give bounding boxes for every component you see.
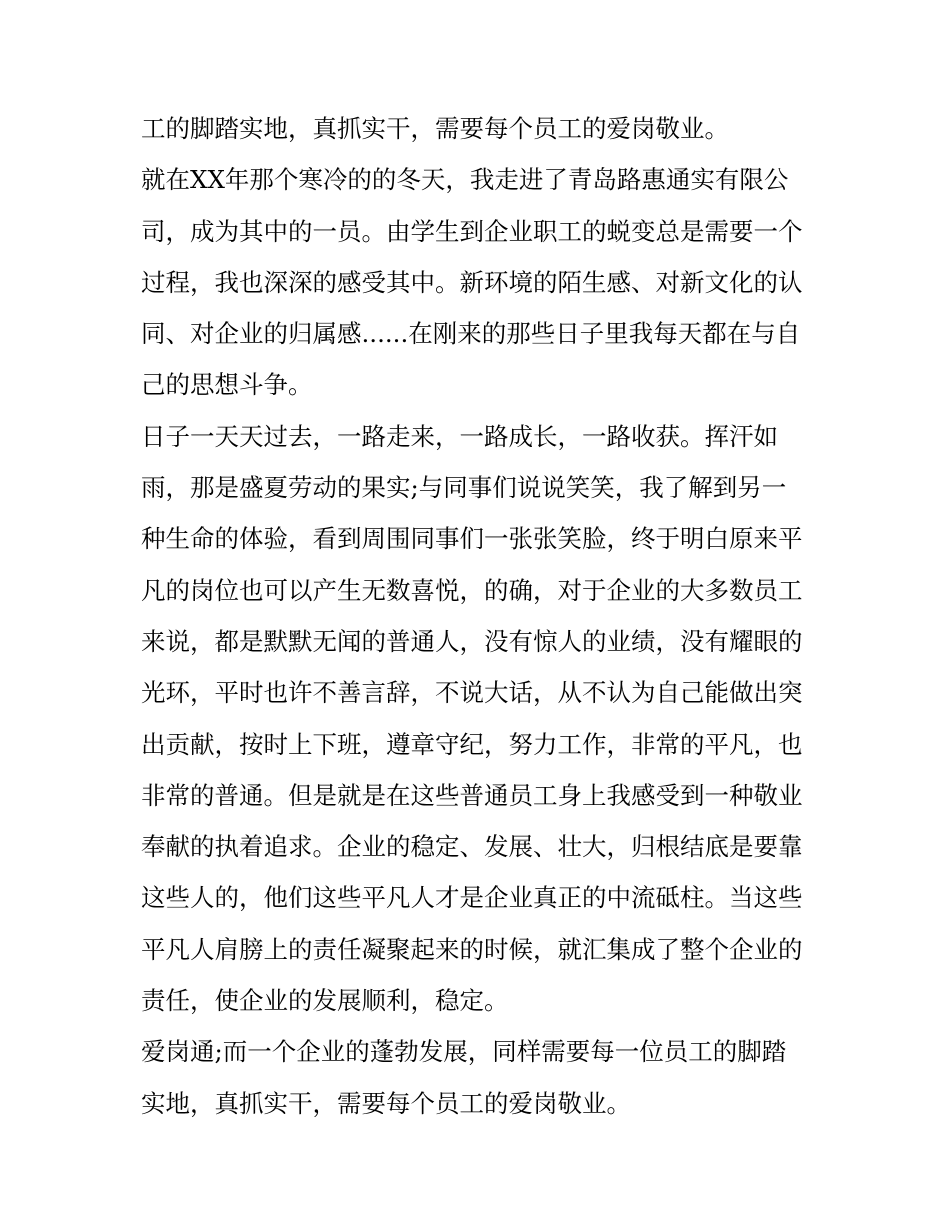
text-line: 种生命的体验，看到周围同事们一张张笑脸，终于明白原来平 <box>141 524 803 554</box>
text-line: 工的脚踏实地，真抓实干，需要每个员工的爱岗敬业。 <box>141 114 729 143</box>
text-line: 奉献的执着追求。企业的稳定、发展、壮大，归根结底是要靠 <box>141 832 803 862</box>
text-line: 非常的普通。但是就是在这些普通员工身上我感受到一种敬业 <box>141 780 803 810</box>
body-text <box>141 110 821 1123</box>
text-line: 出贡献，按时上下班，遵章守纪，努力工作，非常的平凡，也 <box>141 729 803 759</box>
text-line: 凡的岗位也可以产生无数喜悦，的确，对于企业的大多数员工 <box>141 575 803 605</box>
text-line: 雨，那是盛夏劳动的果实;与同事们说说笑笑，我了解到另一 <box>141 473 787 503</box>
text-line: 己的思想斗争。 <box>141 370 313 400</box>
text-line: 过程，我也深深的感受其中。新环境的陌生感、对新文化的认 <box>141 267 803 297</box>
text-line: 来说，都是默默无闻的普通人，没有惊人的业绩，没有耀眼的 <box>141 626 803 656</box>
text-line: 实地，真抓实干，需要每个员工的爱岗敬业。 <box>141 1088 631 1118</box>
text-line: 同、对企业的归属感......在刚来的那些日子里我每天都在与自 <box>141 319 801 349</box>
text-line: 日子一天天过去，一路走来，一路成长，一路收获。挥汗如 <box>141 421 778 451</box>
text-line: 这些人的，他们这些平凡人才是企业真正的中流砥柱。当这些 <box>141 883 803 913</box>
text-line: 平凡人肩膀上的责任凝聚起来的时候，就汇集成了整个企业的 <box>141 934 803 964</box>
text-line: 就在XX年那个寒冷的的冬天，我走进了青岛路惠通实有限公 <box>141 165 789 195</box>
text-line: 光环，平时也许不善言辞，不说大话，从不认为自己能做出突 <box>141 678 803 708</box>
text-line: 责任，使企业的发展顺利，稳定。 <box>141 986 509 1016</box>
text-line: 司，成为其中的一员。由学生到企业职工的蜕变总是需要一个 <box>141 216 803 246</box>
text-line: 爱岗通;而一个企业的蓬勃发展，同样需要每一位员工的脚踏 <box>141 1037 787 1067</box>
